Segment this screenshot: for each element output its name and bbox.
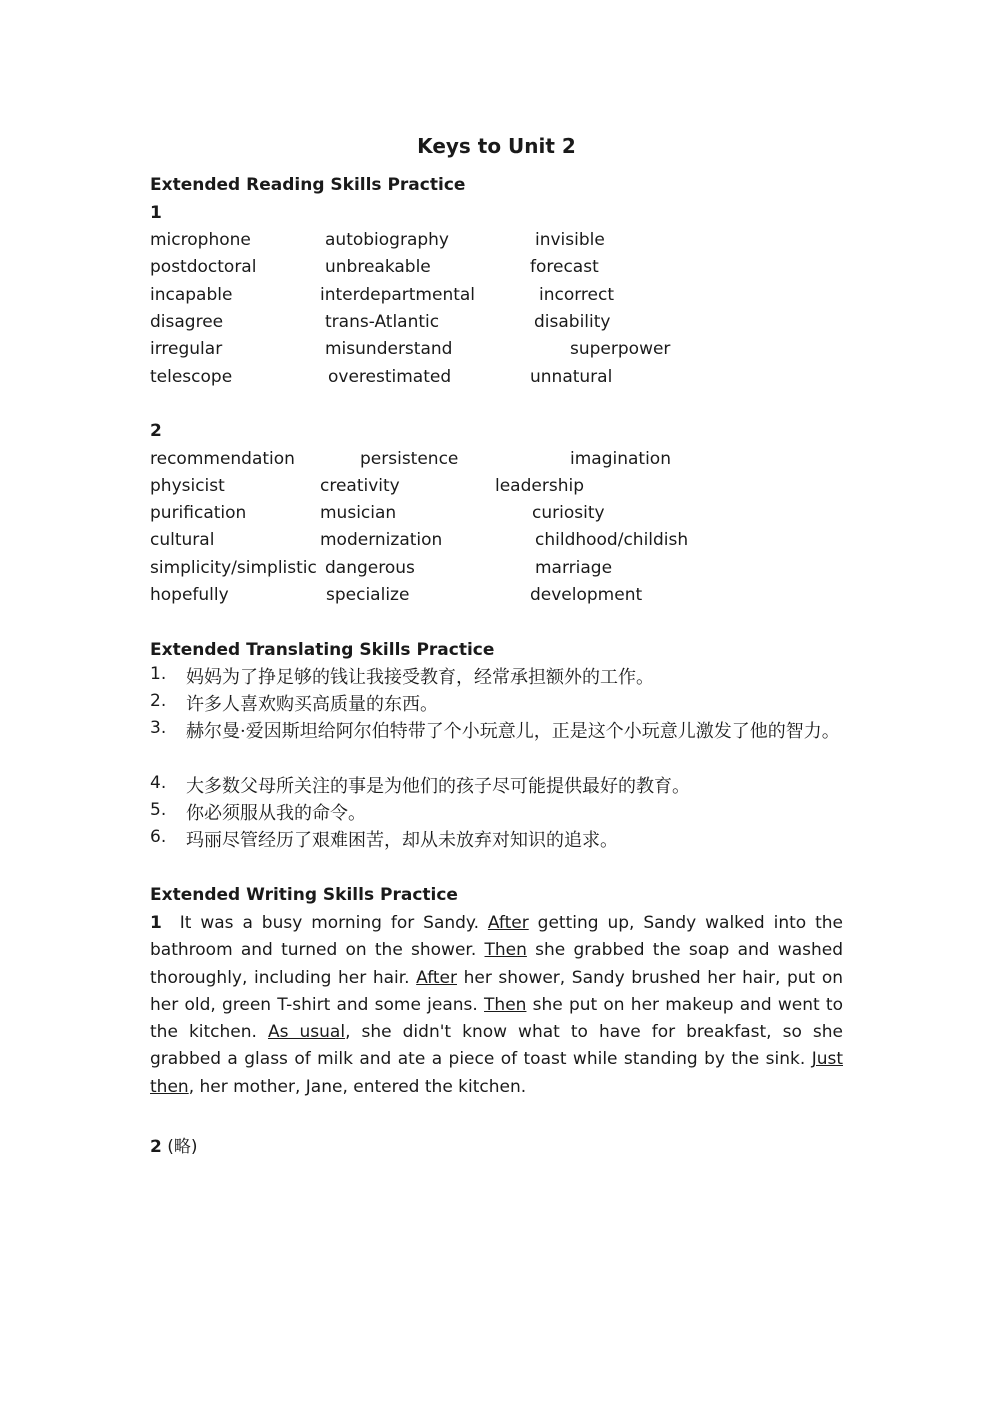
writing-underlined-segment: As usual: [267, 1022, 346, 1043]
writing-heading: Extended Writing Skills Practice: [150, 885, 458, 905]
word-cell: marriage: [535, 558, 613, 578]
word-cell: irregular: [150, 339, 223, 359]
word-cell: recommendation: [150, 449, 295, 469]
word-cell: incorrect: [539, 285, 615, 305]
word-cell: unnatural: [530, 367, 613, 387]
word-cell: interdepartmental: [320, 285, 476, 305]
translation-text: 玛丽尽管经历了艰难困苦，却从未放弃对知识的追求。: [186, 830, 618, 851]
translation-text: 许多人喜欢购买高质量的东西。: [186, 694, 438, 715]
word-cell: leadership: [495, 476, 584, 496]
writing-underlined-segment: After: [416, 967, 457, 988]
writing-underlined-segment: Just then: [150, 1049, 843, 1097]
word-cell: invisible: [535, 230, 605, 250]
writing-part2: [150, 1132, 198, 1157]
writing-segment: getting up, Sandy walked into the bathroom and turned on the shower.: [150, 913, 843, 961]
writing-underlined-segment: Then: [484, 940, 527, 961]
word-cell: childhood/childish: [535, 530, 689, 550]
word-cell: creativity: [320, 476, 400, 496]
writing-part2-number: 2: [150, 1137, 162, 1157]
writing-underlined-segment: Then: [484, 994, 527, 1015]
writing-segment: , she didn't know what to have for breakfast, so she grabbed a glass of milk and ate a piece of toast while standing by the sink.: [150, 1022, 844, 1070]
writing-paragraph: [150, 910, 843, 1101]
translation-number: 6.: [150, 827, 167, 847]
word-cell: modernization: [320, 530, 443, 550]
word-cell: cultural: [150, 530, 215, 550]
word-cell: misunderstand: [325, 339, 453, 359]
translation-number: 2.: [150, 691, 167, 711]
word-cell: microphone: [150, 230, 251, 250]
word-cell: dangerous: [325, 558, 415, 578]
word-cell: postdoctoral: [150, 257, 257, 277]
word-cell: specialize: [326, 585, 410, 605]
word-cell: simplicity/simplistic: [150, 558, 317, 578]
writing-segment: It was a busy morning for Sandy.: [179, 913, 488, 933]
word-cell: physicist: [150, 476, 225, 496]
page-title: Keys to Unit 2: [417, 134, 576, 158]
word-cell: disability: [534, 312, 611, 332]
writing-segment: her shower, Sandy brushed her hair, put on her old, green T-shirt and some jeans.: [150, 967, 843, 1015]
word-cell: imagination: [570, 449, 671, 469]
translating-heading: Extended Translating Skills Practice: [150, 640, 495, 660]
reading-part1-number: 1: [150, 203, 162, 223]
word-cell: persistence: [360, 449, 459, 469]
word-cell: superpower: [570, 339, 671, 359]
writing-part2-note: (略): [167, 1137, 198, 1157]
word-cell: musician: [320, 503, 397, 523]
writing-segment: , her mother, Jane, entered the kitchen.: [188, 1076, 527, 1097]
reading-heading: Extended Reading Skills Practice: [150, 175, 466, 195]
writing-underlined-segment: After: [487, 913, 529, 933]
translation-text: 大多数父母所关注的事是为他们的孩子尽可能提供最好的教育。: [186, 776, 690, 797]
translation-number: 5.: [150, 800, 167, 820]
word-cell: incapable: [150, 285, 233, 305]
word-cell: purification: [150, 503, 247, 523]
writing-part1-number: 1: [150, 913, 162, 933]
word-cell: disagree: [150, 312, 224, 332]
word-cell: development: [530, 585, 643, 605]
word-cell: overestimated: [328, 367, 452, 387]
writing-segment: she put on her makeup and went to the kitchen.: [150, 994, 843, 1043]
writing-segment: she grabbed the soap and washed thoroughly, including her hair.: [150, 940, 844, 988]
translation-number: 4.: [150, 773, 167, 793]
word-cell: autobiography: [325, 230, 449, 250]
word-cell: curiosity: [532, 503, 605, 523]
translation-text: 你必须服从我的命令。: [186, 803, 366, 824]
translation-number: 3.: [150, 718, 167, 738]
translation-text: 妈妈为了挣足够的钱让我接受教育，经常承担额外的工作。: [186, 667, 654, 688]
word-cell: telescope: [150, 367, 233, 387]
word-cell: hopefully: [150, 585, 229, 605]
translation-text: 赫尔曼·爱因斯坦给阿尔伯特带了个小玩意儿，正是这个小玩意儿激发了他的智力。: [186, 721, 840, 742]
word-cell: forecast: [530, 257, 599, 277]
word-cell: unbreakable: [325, 257, 431, 277]
reading-part2-number: 2: [150, 421, 162, 441]
translation-number: 1.: [150, 664, 167, 684]
word-cell: trans-Atlantic: [325, 312, 440, 332]
